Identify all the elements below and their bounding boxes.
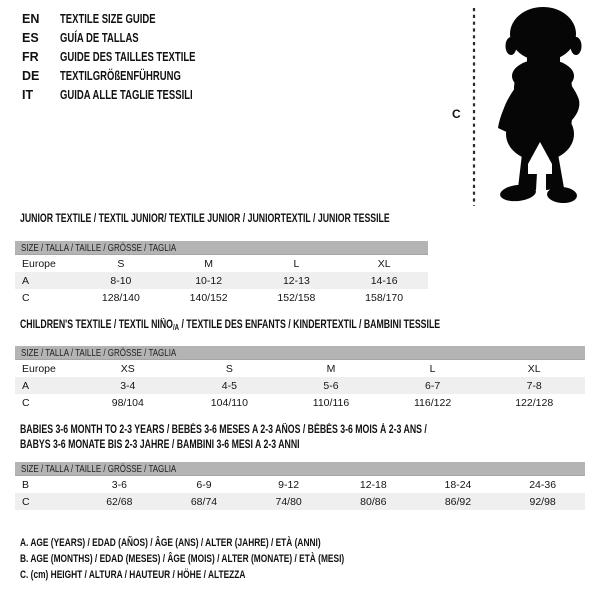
table-cell: S	[117, 257, 125, 270]
table-cell: L	[429, 362, 436, 375]
table-cell: 158/170	[365, 291, 404, 304]
table-cell: 3-4	[120, 379, 136, 392]
row-label: B	[22, 478, 30, 491]
table-cell: 80/86	[360, 495, 387, 508]
table-cell: 92/98	[529, 495, 556, 508]
language-title-list	[22, 10, 238, 105]
children-section-title: CHILDREN'S TEXTILE / TEXTIL NIÑO/A / TEXTILE DES ENFANTS / KINDERTEXTIL / BAMBINI TESSILE	[20, 319, 441, 332]
junior-section-title: JUNIOR TEXTILE / TEXTIL JUNIOR/ TEXTILE JUNIOR / JUNIORTEXTIL / JUNIOR TESSILE	[20, 213, 390, 225]
table-cell: 9-12	[278, 478, 300, 491]
table-cell: 8-10	[110, 274, 132, 287]
table-cell: 152/158	[277, 291, 316, 304]
size-header: SIZE / TALLA / TAILLE / GRÖSSE / TAGLIA	[15, 346, 585, 360]
size-header-row	[15, 241, 428, 255]
lang-row-en	[22, 10, 238, 29]
lang-row-de	[22, 67, 238, 86]
table-cell: S	[225, 362, 233, 375]
note-age-years: A. AGE (YEARS) / EDAD (AÑOS) / ÂGE (ANS) / ALTER (JAHRE) / ETÀ (ANNI)	[20, 537, 321, 549]
lang-code: ES	[22, 31, 39, 45]
row-label: Europe	[22, 257, 56, 270]
lang-code: FR	[22, 50, 39, 64]
table-cell: M	[204, 257, 213, 270]
table-row-height	[15, 289, 428, 306]
table-row-height	[15, 493, 585, 510]
size-header-row	[15, 462, 585, 476]
table-cell: 5-6	[323, 379, 339, 392]
babies-section-title: BABIES 3-6 MONTH TO 2-3 YEARS / BEBÉS 3-6 MESES A 2-3 AÑOS / BÉBÉS 3-6 MOIS À 2-3 ANS / BABYS 3-6 MONATE BIS 2-3 JAHRE / BAMBINI 3-6 MESI A 2-3 ANNI	[20, 424, 427, 451]
table-cell: 86/92	[444, 495, 472, 508]
junior-size-table	[15, 241, 428, 306]
note-age-months: B. AGE (MONTHS) / EDAD (MESES) / ÂGE (MOIS) / ALTER (MONATE) / ETÀ (MESI)	[20, 553, 345, 565]
guide-title-fr: GUIDE DES TAILLES TEXTILE	[60, 50, 196, 64]
row-label: C	[22, 495, 30, 508]
table-cell: 6-7	[424, 379, 441, 392]
table-cell: 140/152	[189, 291, 228, 304]
lang-row-it	[22, 86, 238, 105]
lang-row-fr	[22, 48, 238, 67]
table-cell: 128/140	[101, 291, 140, 304]
legend-notes	[20, 535, 447, 583]
size-header: SIZE / TALLA / TAILLE / GRÖSSE / TAGLIA	[15, 241, 428, 255]
dashed-measure-line-icon	[471, 6, 477, 208]
guide-title-en: TEXTILE SIZE GUIDE	[60, 12, 156, 26]
height-measure-label: C	[452, 107, 461, 121]
size-header-row	[15, 346, 585, 360]
table-row-height	[15, 394, 585, 411]
note-height-cm: C. (cm) HEIGHT / ALTURA / HAUTEUR / HÖHE / ALTEZZA	[20, 569, 246, 581]
table-row-europe	[15, 255, 428, 273]
lang-row-es	[22, 29, 238, 48]
babies-size-table	[15, 462, 585, 510]
row-label: Europe	[22, 362, 56, 375]
table-cell: 7-8	[526, 379, 542, 392]
row-label: C	[22, 396, 30, 409]
table-cell: 18-24	[444, 478, 472, 491]
children-size-table	[15, 346, 585, 411]
table-cell: 74/80	[275, 495, 302, 508]
row-label: A	[22, 379, 30, 392]
table-cell: 12-13	[282, 274, 310, 287]
size-header: SIZE / TALLA / TAILLE / GRÖSSE / TAGLIA	[15, 462, 585, 476]
guide-title-it: GUIDA ALLE TAGLIE TESSILI	[60, 88, 193, 102]
table-cell: 116/122	[413, 396, 452, 409]
table-cell: 4-5	[221, 379, 237, 392]
table-cell: XL	[527, 362, 541, 375]
subscript-a: /A	[172, 323, 180, 332]
table-cell: L	[293, 257, 300, 270]
table-cell: 104/110	[210, 396, 248, 409]
table-cell: M	[326, 362, 336, 375]
table-cell: 3-6	[111, 478, 127, 491]
table-row-age	[15, 272, 428, 289]
table-cell: XL	[377, 257, 391, 270]
table-cell: 14-16	[370, 274, 398, 287]
table-cell: 6-9	[196, 478, 212, 491]
table-cell: 62/68	[106, 495, 133, 508]
table-row-age	[15, 377, 585, 394]
toddler-silhouette-icon	[478, 4, 592, 208]
guide-title-es: GUÍA DE TALLAS	[60, 31, 139, 45]
lang-code: EN	[22, 12, 40, 26]
row-label: C	[22, 291, 30, 304]
table-row-age-months	[15, 476, 585, 494]
table-cell: 68/74	[190, 495, 218, 508]
lang-code: DE	[22, 69, 40, 83]
lang-code: IT	[22, 88, 34, 102]
table-cell: 110/116	[312, 396, 350, 409]
table-cell: XS	[120, 362, 135, 375]
row-label: A	[22, 274, 30, 287]
table-cell: 10-12	[195, 274, 223, 287]
table-cell: 98/104	[111, 396, 144, 409]
table-cell: 24-36	[529, 478, 557, 491]
guide-title-de: TEXTILGRÖßENFÜHRUNG	[60, 69, 181, 83]
table-row-europe	[15, 360, 585, 378]
table-cell: 122/128	[515, 396, 554, 409]
table-cell: 12-18	[359, 478, 387, 491]
